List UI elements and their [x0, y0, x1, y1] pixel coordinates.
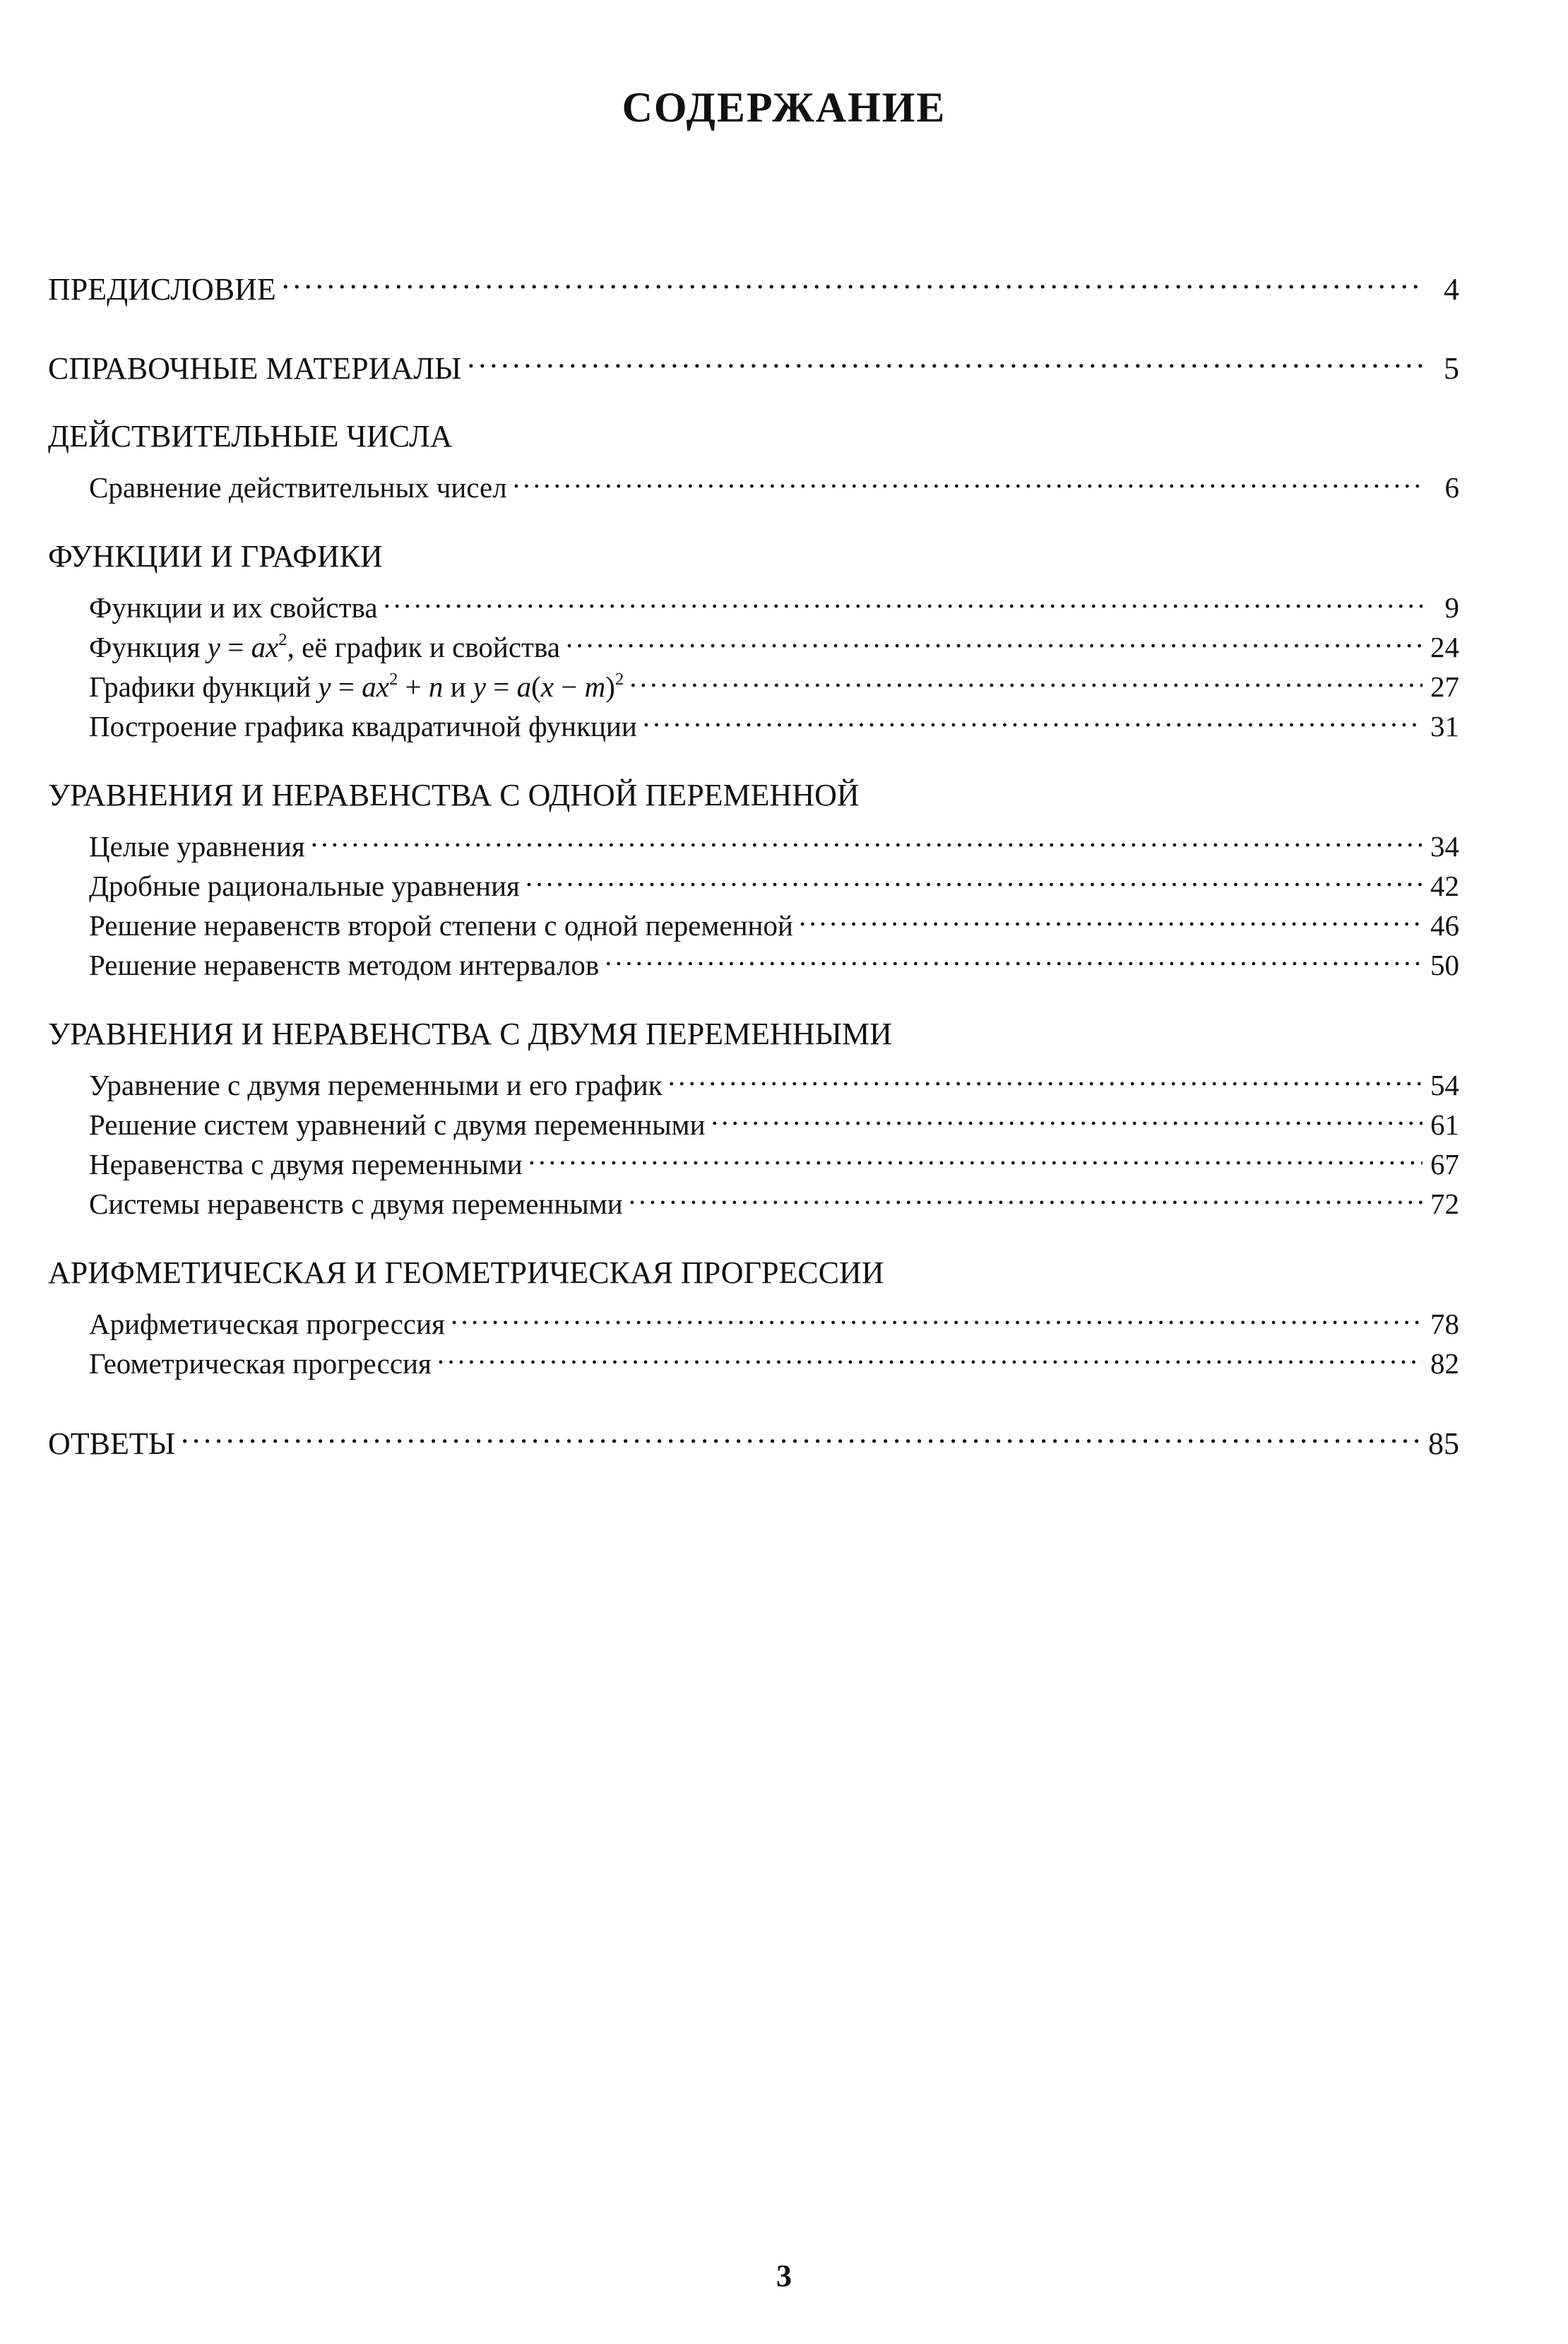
math-operator: + [398, 670, 429, 703]
leader-dots [629, 657, 1423, 697]
math-paren: ( [531, 670, 541, 703]
toc-entry[interactable] [48, 817, 1459, 863]
math-variable: m [584, 670, 606, 703]
leader-dots [605, 935, 1423, 975]
label-text: Графики функций [89, 670, 319, 703]
toc-entry-label [89, 627, 560, 667]
toc-entry-label [89, 667, 624, 706]
leader-dots [525, 856, 1423, 896]
leader-dots [467, 336, 1423, 379]
math-operator: = [220, 631, 251, 663]
toc-entry[interactable] [48, 1055, 1459, 1101]
toc-entry-page: 5 [1444, 351, 1459, 386]
math-variable: n [428, 670, 444, 703]
toc-entry-page: 31 [1430, 710, 1459, 742]
toc-section-heading: УРАВНЕНИЯ И НЕРАВЕНСТВА С ДВУМЯ ПЕРЕМЕННЫМИ [48, 1017, 892, 1051]
toc-section-heading: АРИФМЕТИЧЕСКАЯ И ГЕОМЕТРИЧЕСКАЯ ПРОГРЕССИИ [48, 1255, 884, 1290]
leader-dots [282, 257, 1423, 300]
toc-entry-page: 6 [1444, 471, 1459, 504]
toc-entry-page: 61 [1430, 1108, 1459, 1141]
toc-entry[interactable] [48, 458, 1459, 504]
leader-dots [711, 1095, 1423, 1135]
leader-dots [799, 896, 1423, 935]
toc-entry-label: СПРАВОЧНЫЕ МАТЕРИАЛЫ [48, 351, 462, 386]
math-variable: y [473, 670, 487, 703]
toc-entry-page: 4 [1444, 272, 1459, 307]
math-exponent: 2 [614, 669, 624, 689]
toc-entry-label: Решение неравенств второй степени с одной переменной [89, 909, 793, 942]
toc-entry-page: 82 [1430, 1347, 1459, 1380]
toc-entry-page: 50 [1430, 949, 1459, 981]
toc-entry-label: ПРЕДИСЛОВИЕ [48, 272, 276, 307]
toc-entry-label: Уравнение с двумя переменными и его график [89, 1069, 663, 1101]
label-text: , её график и свойства [287, 631, 560, 663]
math-exponent: 2 [278, 629, 287, 649]
leader-dots [311, 817, 1423, 856]
page-title: СОДЕРЖАНИЕ [622, 84, 946, 131]
toc-section-heading: УРАВНЕНИЯ И НЕРАВЕНСТВА С ОДНОЙ ПЕРЕМЕННОЙ [48, 778, 860, 812]
toc-entry-label: Геометрическая прогрессия [89, 1347, 432, 1380]
label-text: и [443, 670, 473, 703]
toc-section-one-variable [48, 774, 1459, 981]
leader-dots [629, 1174, 1423, 1214]
toc-section-reference [48, 336, 1459, 386]
toc-entry-label: Арифметическая прогрессия [89, 1308, 445, 1340]
toc-entry-label: Построение графика квадратичной функции [89, 710, 637, 742]
leader-dots [181, 1411, 1423, 1454]
toc-entry-page: 54 [1430, 1069, 1459, 1101]
toc-entry-preface[interactable] [48, 257, 1459, 307]
math-operator: = [331, 670, 362, 703]
toc-section-answers [48, 1411, 1459, 1461]
toc-entry-label: Дробные рациональные уравнения [89, 870, 520, 902]
toc-entry-reference[interactable] [48, 336, 1459, 386]
toc-entry-page: 42 [1430, 870, 1459, 902]
leader-dots [668, 1055, 1423, 1095]
toc-entry[interactable] [48, 1294, 1459, 1340]
leader-dots [643, 697, 1423, 736]
toc-entry-label: Решение систем уравнений с двумя переменными [89, 1108, 706, 1141]
toc-entry-label: Решение неравенств методом интервалов [89, 949, 600, 981]
math-variable: a [516, 670, 532, 703]
page-number: 3 [776, 2259, 792, 2293]
toc-section-real-numbers [48, 415, 1459, 504]
toc-entry-page: 85 [1428, 1426, 1459, 1461]
toc-entry-page: 24 [1430, 631, 1459, 663]
toc-entry-page: 46 [1430, 909, 1459, 942]
math-exponent: 2 [388, 669, 398, 689]
math-operator: − [554, 670, 585, 703]
leader-dots [437, 1334, 1423, 1373]
math-variable: x [540, 670, 554, 703]
toc-entry-page: 72 [1430, 1188, 1459, 1220]
label-text: Функция [89, 631, 208, 663]
leader-dots [528, 1135, 1423, 1174]
toc-entry-label: Сравнение действительных чисел [89, 471, 507, 504]
toc-section-progressions [48, 1252, 1459, 1380]
toc-entry-page: 27 [1430, 670, 1459, 703]
toc-entry-label: Неравенства с двумя переменными [89, 1148, 523, 1180]
toc-entry-page: 34 [1430, 830, 1459, 863]
math-operator: = [486, 670, 517, 703]
math-variable: y [207, 631, 220, 663]
leader-dots [384, 578, 1423, 617]
toc-entry-answers[interactable] [48, 1411, 1459, 1461]
toc-entry-label: ОТВЕТЫ [48, 1426, 176, 1461]
table-of-contents [48, 257, 1459, 1491]
toc-entry[interactable] [48, 578, 1459, 624]
leader-dots [566, 617, 1423, 657]
toc-entry-page: 67 [1430, 1148, 1459, 1180]
toc-section-functions [48, 535, 1459, 742]
toc-entry-page: 78 [1430, 1308, 1459, 1340]
toc-section-preface [48, 257, 1459, 307]
leader-dots [451, 1294, 1423, 1334]
math-variable: ax [251, 631, 279, 663]
toc-entry-label: Функции и их свойства [89, 591, 378, 624]
toc-entry-label: Целые уравнения [89, 830, 305, 863]
toc-section-two-variables [48, 1013, 1459, 1220]
toc-entry-page: 9 [1444, 591, 1459, 624]
math-variable: y [318, 670, 331, 703]
toc-entry-label: Системы неравенств с двумя переменными [89, 1188, 623, 1220]
toc-section-heading: ФУНКЦИИ И ГРАФИКИ [48, 539, 383, 574]
toc-section-heading: ДЕЙСТВИТЕЛЬНЫЕ ЧИСЛА [48, 419, 453, 454]
math-variable: ax [362, 670, 389, 703]
math-paren: ) [605, 670, 615, 703]
leader-dots [513, 458, 1423, 497]
